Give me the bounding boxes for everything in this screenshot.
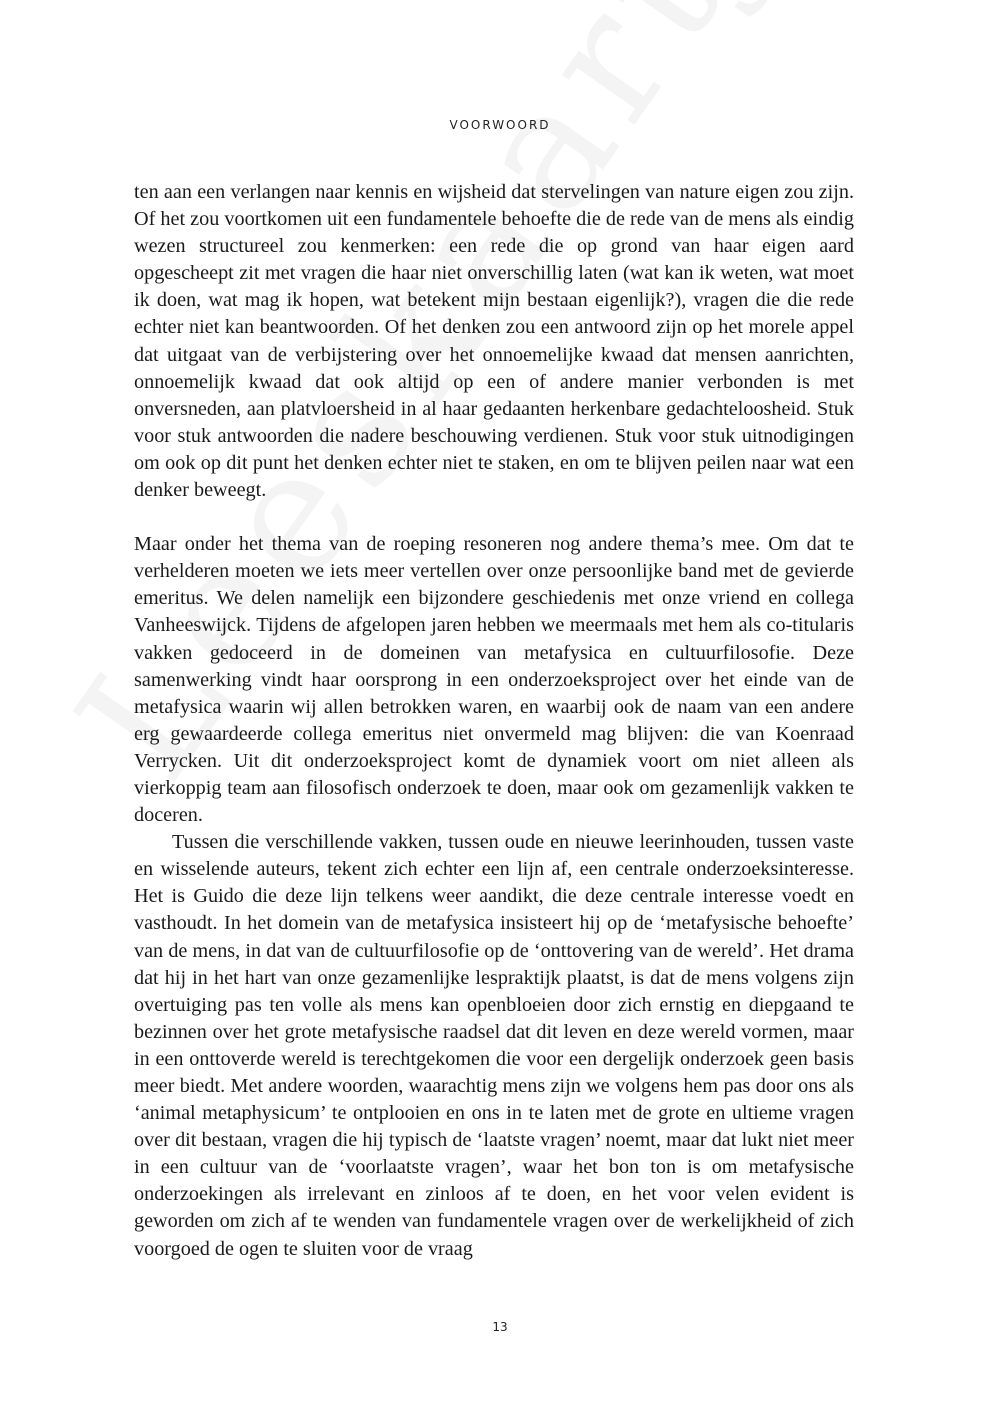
running-head: VOORWOORD — [449, 118, 551, 132]
body-text — [134, 179, 854, 1263]
page-number: 13 — [492, 1320, 508, 1334]
paragraph-2: Maar onder het thema van de roeping resoneren nog andere thema’s mee. Om dat te verhelderen moeten we iets meer vertellen over onze persoonlijke band met de gevierde emeritus. We delen namelijk een bijzondere geschiedenis met onze vriend en collega Vanheeswijck. Tijdens de afgelopen jaren hebben we meermaals met hem als co-titularis vakken gedoceerd in de domeinen van metafysica en cultuurfilosofie. Deze samenwerking vindt haar oorsprong in een onderzoeksproject over het einde van de metafysica waarin wij allen betrokken waren, en waarbij ook de naam van een andere erg gewaardeerde collega emeritus niet onvermeld mag blijven: die van Koenraad Verrycken. Uit dit onderzoeksproject komt de dynamiek voort om niet alleen als vierkoppig team aan filosofisch onderzoek te doen, maar ook om gezamenlijk vakken te doceren. — [134, 533, 854, 827]
paragraph-3: Tussen die verschillende vakken, tussen oude en nieuwe leerinhouden, tussen vaste en wisselende auteurs, tekent zich echter een lijn af, een centrale onderzoeksinteresse. Het is Guido die deze lijn telkens weer aandikt, die deze centrale interesse voedt en vasthoudt. In het domein van de metafysica insisteert hij op de ‘metafysische behoefte’ van de mens, in dat van de cultuurfilosofie op de ‘onttovering van de wereld’. Het drama dat hij in het hart van onze gezamenlijke lespraktijk plaatst, is dat de mens volgens zijn overtuiging pas ten volle als mens kan openbloeien door zich ernstig en diepgaand te bezinnen over het grote metafysische raadsel dat dit leven en deze wereld vormen, maar in een onttoverde wereld is terechtgekomen die voor een dergelijk onderzoek geen basis meer biedt. Met andere woorden, waarachtig mens zijn we volgens hem pas door ons als ‘animal metaphysicum’ te ontplooien en ons in te laten met de grote en ultieme vragen over dit bestaan, vragen die hij typisch de ‘laatste vragen’ noemt, maar dat lukt niet meer in een cultuur van de ‘voorlaatste vragen’, waar het bon ton is om metafysische onderzoekingen als irrelevant en zinloos af te doen, en het voor velen evident is geworden om zich af te wenden van fundamentele vragen over de werkelijkheid of zich voorgoed de ogen te sluiten voor de vraag — [134, 831, 854, 1260]
paragraph-1: ten aan een verlangen naar kennis en wijsheid dat stervelingen van nature eigen zou zijn. Of het zou voortkomen uit een fundamentele behoefte die de rede van de mens als eindig wezen structureel zou kenmerken: een rede die op grond van haar eigen aard opgescheept zit met vragen die haar niet onverschillig laten (wat kan ik weten, wat moet ik doen, wat mag ik hopen, wat betekent mijn bestaan eigenlijk?), vragen die die rede echter niet kan beantwoorden. Of het denken zou een antwoord zijn op het morele appel dat uitgaat van de verbijstering over het onnoemelijke kwaad dat mensen aanrichten, onnoemelijk kwaad dat ook altijd op een of andere manier verbonden is met onversneden, aan platvloersheid in al haar gedaanten herkenbare gedachteloosheid. Stuk voor stuk antwoorden die nadere beschouwing verdienen. Stuk voor stuk uitnodigingen om ook op dit punt het denken echter niet te staken, en om te blijven peilen naar wat een denker beweegt. — [134, 181, 854, 502]
